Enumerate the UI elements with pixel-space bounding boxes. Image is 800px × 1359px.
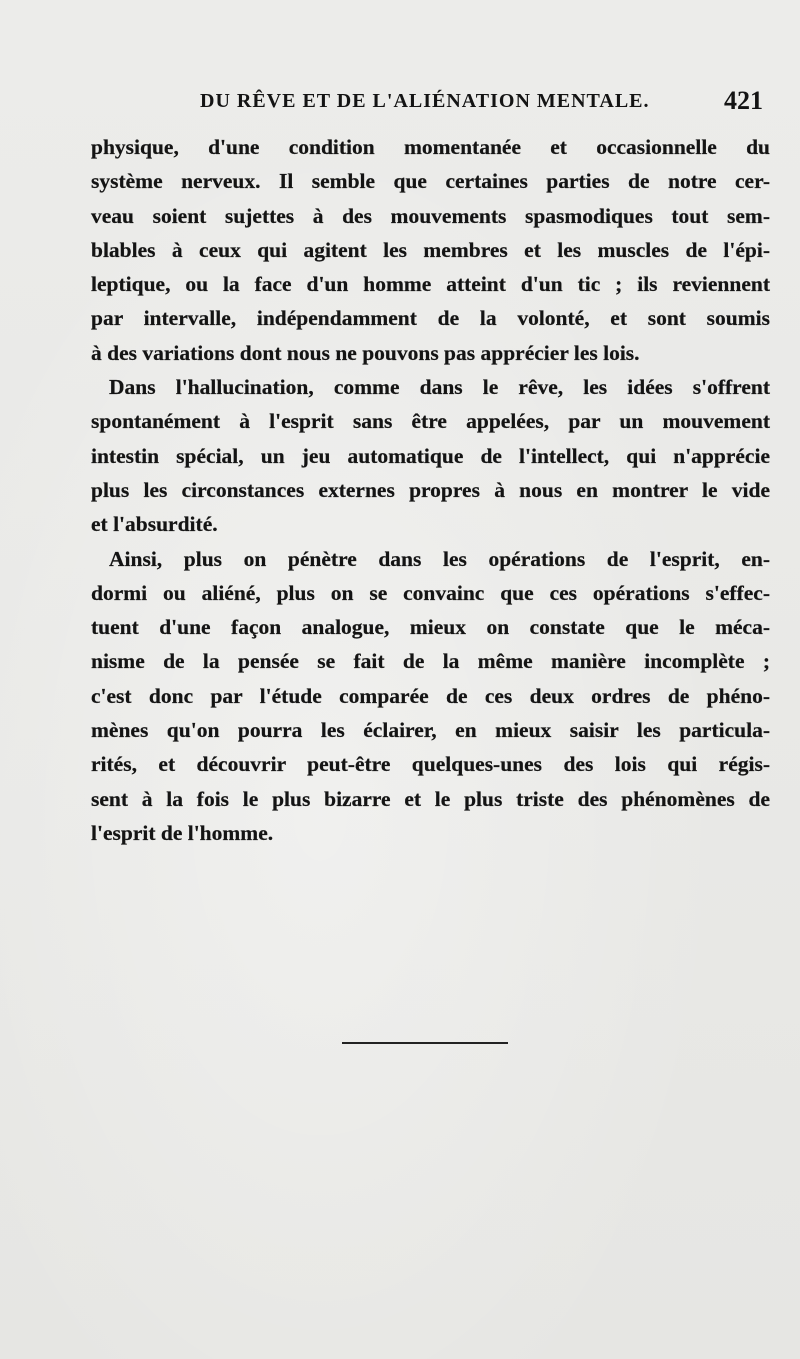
text-line: nisme de la pensée se fait de la même manière incomplète ; <box>91 649 770 674</box>
text-line-indented <box>91 370 770 404</box>
running-title: DU RÊVE ET DE L'ALIÉNATION MENTALE. <box>200 90 650 112</box>
text-line: sent à la fois le plus bizarre et le plus triste des phénomènes de <box>91 786 770 811</box>
text-line: tuent d'une façon analogue, mieux on constate que le méca- <box>91 615 770 640</box>
closing-rule <box>342 1042 508 1044</box>
text-line-content: Ainsi, plus on pénètre dans les opérations de l'esprit, en- <box>109 546 770 571</box>
text-line: et l'absurdité. <box>91 512 218 537</box>
text-line: veau soient sujettes à des mouvements spasmodiques tout sem- <box>91 203 770 228</box>
text-line: système nerveux. Il semble que certaines parties de notre cer- <box>91 169 770 194</box>
text-line: rités, et découvrir peut-être quelques-unes des lois qui régis- <box>91 752 770 777</box>
text-line: leptique, ou la face d'un homme atteint d'un tic ; ils reviennent <box>91 272 770 297</box>
text-line: spontanément à l'esprit sans être appelées, par un mouvement <box>91 409 770 434</box>
text-line: dormi ou aliéné, plus on se convainc que ces opérations s'effec- <box>91 580 770 605</box>
text-line: à des variations dont nous ne pouvons pas apprécier les lois. <box>91 340 640 365</box>
page-number: 421 <box>724 86 763 115</box>
text-line: intestin spécial, un jeu automatique de l'intellect, qui n'apprécie <box>91 443 770 468</box>
text-line-content: Dans l'hallucination, comme dans le rêve, les idées s'offrent <box>109 375 770 400</box>
text-line: c'est donc par l'étude comparée de ces deux ordres de phéno- <box>91 683 770 708</box>
text-line: par intervalle, indépendamment de la volonté, et sont soumis <box>91 306 770 331</box>
body-text <box>91 130 770 850</box>
text-line: physique, d'une condition momentanée et occasionnelle du <box>91 135 770 159</box>
text-line-indented <box>91 542 770 576</box>
running-header <box>0 86 800 122</box>
text-line: plus les circonstances externes propres à nous en montrer le vide <box>91 477 770 502</box>
text-line: blables à ceux qui agitent les membres et les muscles de l'épi- <box>91 237 770 262</box>
text-line: mènes qu'on pourra les éclairer, en mieux saisir les particula- <box>91 718 770 743</box>
text-line: l'esprit de l'homme. <box>91 820 274 845</box>
